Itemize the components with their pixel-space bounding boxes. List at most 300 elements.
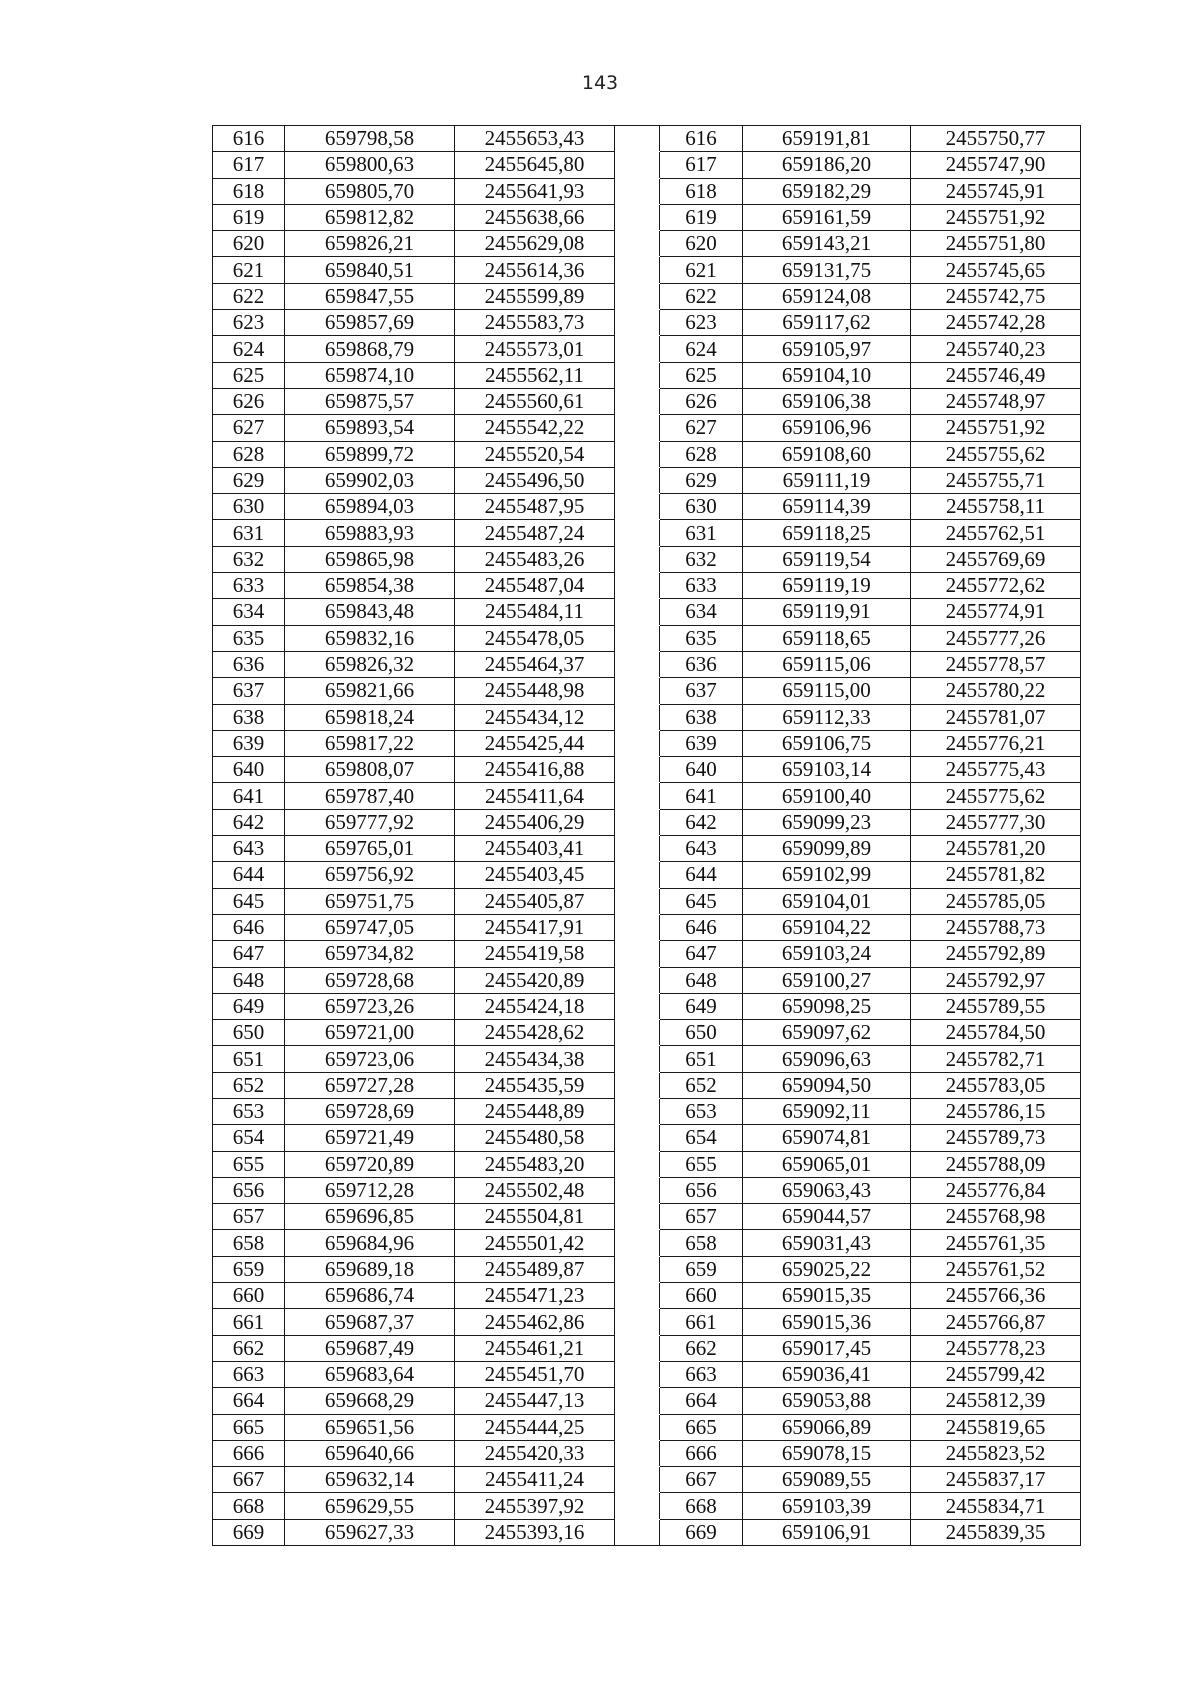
point-number-right: 623 — [660, 310, 743, 336]
column-gap — [615, 1204, 660, 1230]
table-row — [213, 1283, 1081, 1309]
column-gap — [615, 126, 660, 152]
x-coordinate-left: 659798,58 — [285, 126, 455, 152]
point-number-right: 621 — [660, 257, 743, 283]
y-coordinate-right: 2455780,22 — [911, 678, 1081, 704]
point-number-right: 628 — [660, 441, 743, 467]
x-coordinate-right: 659036,41 — [743, 1361, 911, 1387]
x-coordinate-left: 659734,82 — [285, 941, 455, 967]
column-gap — [615, 599, 660, 625]
x-coordinate-left: 659728,68 — [285, 967, 455, 993]
y-coordinate-left: 2455502,48 — [455, 1177, 615, 1203]
column-gap — [615, 257, 660, 283]
y-coordinate-right: 2455740,23 — [911, 336, 1081, 362]
point-number-left: 631 — [213, 520, 285, 546]
y-coordinate-right: 2455746,49 — [911, 362, 1081, 388]
point-number-right: 669 — [660, 1519, 743, 1545]
point-number-left: 641 — [213, 783, 285, 809]
column-gap — [615, 1098, 660, 1124]
x-coordinate-left: 659721,49 — [285, 1125, 455, 1151]
point-number-left: 634 — [213, 599, 285, 625]
y-coordinate-right: 2455786,15 — [911, 1098, 1081, 1124]
x-coordinate-right: 659104,10 — [743, 362, 911, 388]
x-coordinate-right: 659096,63 — [743, 1046, 911, 1072]
point-number-left: 656 — [213, 1177, 285, 1203]
column-gap — [615, 362, 660, 388]
x-coordinate-right: 659115,00 — [743, 678, 911, 704]
y-coordinate-right: 2455777,30 — [911, 809, 1081, 835]
y-coordinate-right: 2455742,75 — [911, 283, 1081, 309]
point-number-right: 644 — [660, 862, 743, 888]
y-coordinate-left: 2455496,50 — [455, 467, 615, 493]
y-coordinate-left: 2455464,37 — [455, 651, 615, 677]
y-coordinate-right: 2455761,52 — [911, 1256, 1081, 1282]
point-number-left: 668 — [213, 1493, 285, 1519]
table-row — [213, 783, 1081, 809]
y-coordinate-right: 2455775,62 — [911, 783, 1081, 809]
table-row — [213, 1256, 1081, 1282]
x-coordinate-left: 659712,28 — [285, 1177, 455, 1203]
y-coordinate-left: 2455653,43 — [455, 126, 615, 152]
column-gap — [615, 836, 660, 862]
x-coordinate-right: 659111,19 — [743, 467, 911, 493]
x-coordinate-left: 659721,00 — [285, 1020, 455, 1046]
x-coordinate-left: 659640,66 — [285, 1440, 455, 1466]
x-coordinate-left: 659687,37 — [285, 1309, 455, 1335]
x-coordinate-left: 659840,51 — [285, 257, 455, 283]
x-coordinate-right: 659124,08 — [743, 283, 911, 309]
x-coordinate-right: 659098,25 — [743, 993, 911, 1019]
point-number-left: 635 — [213, 625, 285, 651]
table-row — [213, 573, 1081, 599]
point-number-right: 663 — [660, 1361, 743, 1387]
y-coordinate-right: 2455785,05 — [911, 888, 1081, 914]
y-coordinate-left: 2455411,64 — [455, 783, 615, 809]
x-coordinate-right: 659103,24 — [743, 941, 911, 967]
table-row — [213, 388, 1081, 414]
column-gap — [615, 1440, 660, 1466]
y-coordinate-right: 2455748,97 — [911, 388, 1081, 414]
table-row — [213, 310, 1081, 336]
point-number-left: 647 — [213, 941, 285, 967]
point-number-left: 645 — [213, 888, 285, 914]
table-row — [213, 1230, 1081, 1256]
y-coordinate-right: 2455747,90 — [911, 152, 1081, 178]
y-coordinate-left: 2455406,29 — [455, 809, 615, 835]
point-number-left: 660 — [213, 1283, 285, 1309]
column-gap — [615, 1493, 660, 1519]
point-number-left: 623 — [213, 310, 285, 336]
point-number-left: 630 — [213, 494, 285, 520]
table-row — [213, 888, 1081, 914]
y-coordinate-left: 2455448,98 — [455, 678, 615, 704]
x-coordinate-right: 659108,60 — [743, 441, 911, 467]
y-coordinate-right: 2455745,65 — [911, 257, 1081, 283]
point-number-left: 621 — [213, 257, 285, 283]
y-coordinate-left: 2455444,25 — [455, 1414, 615, 1440]
column-gap — [615, 704, 660, 730]
column-gap — [615, 1020, 660, 1046]
y-coordinate-left: 2455425,44 — [455, 730, 615, 756]
x-coordinate-left: 659800,63 — [285, 152, 455, 178]
x-coordinate-left: 659899,72 — [285, 441, 455, 467]
table-row — [213, 914, 1081, 940]
x-coordinate-left: 659756,92 — [285, 862, 455, 888]
point-number-right: 649 — [660, 993, 743, 1019]
point-number-right: 638 — [660, 704, 743, 730]
table-row — [213, 231, 1081, 257]
x-coordinate-right: 659186,20 — [743, 152, 911, 178]
point-number-left: 650 — [213, 1020, 285, 1046]
x-coordinate-right: 659044,57 — [743, 1204, 911, 1230]
y-coordinate-right: 2455783,05 — [911, 1072, 1081, 1098]
x-coordinate-right: 659065,01 — [743, 1151, 911, 1177]
point-number-right: 625 — [660, 362, 743, 388]
y-coordinate-left: 2455573,01 — [455, 336, 615, 362]
y-coordinate-right: 2455751,92 — [911, 415, 1081, 441]
y-coordinate-left: 2455447,13 — [455, 1388, 615, 1414]
point-number-left: 646 — [213, 914, 285, 940]
y-coordinate-right: 2455781,07 — [911, 704, 1081, 730]
x-coordinate-right: 659105,97 — [743, 336, 911, 362]
table-row — [213, 1046, 1081, 1072]
point-number-left: 633 — [213, 573, 285, 599]
column-gap — [615, 993, 660, 1019]
column-gap — [615, 231, 660, 257]
point-number-right: 667 — [660, 1467, 743, 1493]
x-coordinate-left: 659689,18 — [285, 1256, 455, 1282]
table-row — [213, 993, 1081, 1019]
table-row — [213, 967, 1081, 993]
point-number-left: 665 — [213, 1414, 285, 1440]
column-gap — [615, 1230, 660, 1256]
x-coordinate-right: 659112,33 — [743, 704, 911, 730]
y-coordinate-right: 2455758,11 — [911, 494, 1081, 520]
column-gap — [615, 1335, 660, 1361]
y-coordinate-left: 2455484,11 — [455, 599, 615, 625]
y-coordinate-right: 2455772,62 — [911, 573, 1081, 599]
point-number-right: 658 — [660, 1230, 743, 1256]
y-coordinate-left: 2455629,08 — [455, 231, 615, 257]
point-number-right: 651 — [660, 1046, 743, 1072]
x-coordinate-left: 659875,57 — [285, 388, 455, 414]
point-number-right: 650 — [660, 1020, 743, 1046]
y-coordinate-right: 2455755,62 — [911, 441, 1081, 467]
y-coordinate-right: 2455745,91 — [911, 178, 1081, 204]
point-number-right: 617 — [660, 152, 743, 178]
point-number-right: 641 — [660, 783, 743, 809]
table-row — [213, 1072, 1081, 1098]
y-coordinate-right: 2455788,09 — [911, 1151, 1081, 1177]
y-coordinate-left: 2455487,24 — [455, 520, 615, 546]
point-number-left: 659 — [213, 1256, 285, 1282]
y-coordinate-left: 2455461,21 — [455, 1335, 615, 1361]
y-coordinate-right: 2455834,71 — [911, 1493, 1081, 1519]
point-number-left: 638 — [213, 704, 285, 730]
x-coordinate-right: 659119,19 — [743, 573, 911, 599]
table-row — [213, 1177, 1081, 1203]
x-coordinate-right: 659094,50 — [743, 1072, 911, 1098]
point-number-left: 619 — [213, 204, 285, 230]
y-coordinate-right: 2455750,77 — [911, 126, 1081, 152]
table-row — [213, 1519, 1081, 1545]
y-coordinate-right: 2455766,87 — [911, 1309, 1081, 1335]
table-row — [213, 178, 1081, 204]
x-coordinate-right: 659114,39 — [743, 494, 911, 520]
x-coordinate-left: 659854,38 — [285, 573, 455, 599]
x-coordinate-left: 659893,54 — [285, 415, 455, 441]
y-coordinate-left: 2455480,58 — [455, 1125, 615, 1151]
y-coordinate-left: 2455451,70 — [455, 1361, 615, 1387]
point-number-right: 647 — [660, 941, 743, 967]
table-row — [213, 546, 1081, 572]
y-coordinate-left: 2455487,04 — [455, 573, 615, 599]
x-coordinate-left: 659765,01 — [285, 836, 455, 862]
table-row — [213, 1204, 1081, 1230]
point-number-right: 654 — [660, 1125, 743, 1151]
y-coordinate-left: 2455420,89 — [455, 967, 615, 993]
y-coordinate-right: 2455778,57 — [911, 651, 1081, 677]
x-coordinate-left: 659902,03 — [285, 467, 455, 493]
point-number-right: 652 — [660, 1072, 743, 1098]
table-row — [213, 625, 1081, 651]
y-coordinate-left: 2455397,92 — [455, 1493, 615, 1519]
x-coordinate-left: 659818,24 — [285, 704, 455, 730]
x-coordinate-right: 659031,43 — [743, 1230, 911, 1256]
point-number-left: 627 — [213, 415, 285, 441]
x-coordinate-left: 659805,70 — [285, 178, 455, 204]
x-coordinate-left: 659629,55 — [285, 1493, 455, 1519]
point-number-left: 637 — [213, 678, 285, 704]
x-coordinate-right: 659118,65 — [743, 625, 911, 651]
table-row — [213, 1335, 1081, 1361]
point-number-left: 666 — [213, 1440, 285, 1466]
point-number-left: 669 — [213, 1519, 285, 1545]
y-coordinate-left: 2455583,73 — [455, 310, 615, 336]
y-coordinate-right: 2455823,52 — [911, 1440, 1081, 1466]
column-gap — [615, 415, 660, 441]
y-coordinate-left: 2455448,89 — [455, 1098, 615, 1124]
y-coordinate-left: 2455428,62 — [455, 1020, 615, 1046]
x-coordinate-right: 659115,06 — [743, 651, 911, 677]
column-gap — [615, 888, 660, 914]
x-coordinate-right: 659117,62 — [743, 310, 911, 336]
table-row — [213, 520, 1081, 546]
x-coordinate-left: 659686,74 — [285, 1283, 455, 1309]
point-number-left: 654 — [213, 1125, 285, 1151]
y-coordinate-right: 2455768,98 — [911, 1204, 1081, 1230]
table-row — [213, 730, 1081, 756]
x-coordinate-left: 659808,07 — [285, 757, 455, 783]
point-number-left: 629 — [213, 467, 285, 493]
column-gap — [615, 1519, 660, 1545]
x-coordinate-left: 659865,98 — [285, 546, 455, 572]
y-coordinate-left: 2455483,26 — [455, 546, 615, 572]
point-number-left: 644 — [213, 862, 285, 888]
x-coordinate-left: 659874,10 — [285, 362, 455, 388]
table-row — [213, 362, 1081, 388]
point-number-left: 625 — [213, 362, 285, 388]
point-number-right: 643 — [660, 836, 743, 862]
point-number-right: 633 — [660, 573, 743, 599]
point-number-left: 640 — [213, 757, 285, 783]
table-row — [213, 1361, 1081, 1387]
column-gap — [615, 1177, 660, 1203]
y-coordinate-left: 2455405,87 — [455, 888, 615, 914]
column-gap — [615, 914, 660, 940]
x-coordinate-left: 659651,56 — [285, 1414, 455, 1440]
x-coordinate-right: 659161,59 — [743, 204, 911, 230]
y-coordinate-right: 2455819,65 — [911, 1414, 1081, 1440]
x-coordinate-right: 659015,36 — [743, 1309, 911, 1335]
column-gap — [615, 388, 660, 414]
column-gap — [615, 1467, 660, 1493]
column-gap — [615, 152, 660, 178]
y-coordinate-right: 2455781,20 — [911, 836, 1081, 862]
y-coordinate-left: 2455403,45 — [455, 862, 615, 888]
table-row — [213, 415, 1081, 441]
point-number-left: 648 — [213, 967, 285, 993]
point-number-right: 639 — [660, 730, 743, 756]
column-gap — [615, 204, 660, 230]
point-number-right: 645 — [660, 888, 743, 914]
x-coordinate-left: 659777,92 — [285, 809, 455, 835]
y-coordinate-left: 2455641,93 — [455, 178, 615, 204]
coordinates-table-body — [213, 126, 1081, 1546]
point-number-left: 652 — [213, 1072, 285, 1098]
point-number-left: 661 — [213, 1309, 285, 1335]
table-row — [213, 494, 1081, 520]
x-coordinate-right: 659103,14 — [743, 757, 911, 783]
x-coordinate-left: 659832,16 — [285, 625, 455, 651]
y-coordinate-right: 2455784,50 — [911, 1020, 1081, 1046]
x-coordinate-right: 659053,88 — [743, 1388, 911, 1414]
column-gap — [615, 178, 660, 204]
y-coordinate-left: 2455393,16 — [455, 1519, 615, 1545]
point-number-right: 626 — [660, 388, 743, 414]
table-row — [213, 1020, 1081, 1046]
column-gap — [615, 1125, 660, 1151]
y-coordinate-right: 2455755,71 — [911, 467, 1081, 493]
y-coordinate-left: 2455599,89 — [455, 283, 615, 309]
point-number-right: 635 — [660, 625, 743, 651]
table-row — [213, 1414, 1081, 1440]
y-coordinate-left: 2455542,22 — [455, 415, 615, 441]
table-row — [213, 283, 1081, 309]
point-number-right: 630 — [660, 494, 743, 520]
table-row — [213, 757, 1081, 783]
y-coordinate-left: 2455478,05 — [455, 625, 615, 651]
x-coordinate-right: 659104,01 — [743, 888, 911, 914]
column-gap — [615, 1072, 660, 1098]
x-coordinate-left: 659727,28 — [285, 1072, 455, 1098]
x-coordinate-right: 659103,39 — [743, 1493, 911, 1519]
x-coordinate-right: 659092,11 — [743, 1098, 911, 1124]
y-coordinate-left: 2455501,42 — [455, 1230, 615, 1256]
x-coordinate-left: 659894,03 — [285, 494, 455, 520]
point-number-left: 622 — [213, 283, 285, 309]
column-gap — [615, 1283, 660, 1309]
x-coordinate-left: 659696,85 — [285, 1204, 455, 1230]
y-coordinate-left: 2455614,36 — [455, 257, 615, 283]
point-number-right: 666 — [660, 1440, 743, 1466]
y-coordinate-right: 2455751,80 — [911, 231, 1081, 257]
x-coordinate-left: 659821,66 — [285, 678, 455, 704]
column-gap — [615, 757, 660, 783]
x-coordinate-right: 659191,81 — [743, 126, 911, 152]
point-number-left: 649 — [213, 993, 285, 1019]
point-number-right: 659 — [660, 1256, 743, 1282]
point-number-right: 640 — [660, 757, 743, 783]
table-row — [213, 441, 1081, 467]
point-number-left: 643 — [213, 836, 285, 862]
y-coordinate-left: 2455487,95 — [455, 494, 615, 520]
x-coordinate-right: 659100,40 — [743, 783, 911, 809]
x-coordinate-left: 659787,40 — [285, 783, 455, 809]
table-row — [213, 941, 1081, 967]
column-gap — [615, 546, 660, 572]
x-coordinate-left: 659826,21 — [285, 231, 455, 257]
x-coordinate-right: 659097,62 — [743, 1020, 911, 1046]
column-gap — [615, 336, 660, 362]
point-number-right: 668 — [660, 1493, 743, 1519]
point-number-left: 664 — [213, 1388, 285, 1414]
column-gap — [615, 941, 660, 967]
x-coordinate-right: 659089,55 — [743, 1467, 911, 1493]
column-gap — [615, 494, 660, 520]
x-coordinate-right: 659015,35 — [743, 1283, 911, 1309]
column-gap — [615, 783, 660, 809]
x-coordinate-left: 659728,69 — [285, 1098, 455, 1124]
table-row — [213, 126, 1081, 152]
y-coordinate-right: 2455774,91 — [911, 599, 1081, 625]
point-number-right: 618 — [660, 178, 743, 204]
column-gap — [615, 862, 660, 888]
x-coordinate-right: 659074,81 — [743, 1125, 911, 1151]
table-row — [213, 204, 1081, 230]
y-coordinate-left: 2455489,87 — [455, 1256, 615, 1282]
y-coordinate-right: 2455839,35 — [911, 1519, 1081, 1545]
y-coordinate-left: 2455471,23 — [455, 1283, 615, 1309]
point-number-right: 653 — [660, 1098, 743, 1124]
point-number-right: 636 — [660, 651, 743, 677]
point-number-right: 616 — [660, 126, 743, 152]
point-number-left: 628 — [213, 441, 285, 467]
column-gap — [615, 678, 660, 704]
x-coordinate-right: 659099,89 — [743, 836, 911, 862]
point-number-left: 618 — [213, 178, 285, 204]
x-coordinate-right: 659106,38 — [743, 388, 911, 414]
x-coordinate-right: 659066,89 — [743, 1414, 911, 1440]
table-row — [213, 1493, 1081, 1519]
y-coordinate-left: 2455419,58 — [455, 941, 615, 967]
table-row — [213, 336, 1081, 362]
point-number-right: 622 — [660, 283, 743, 309]
point-number-right: 631 — [660, 520, 743, 546]
x-coordinate-right: 659182,29 — [743, 178, 911, 204]
y-coordinate-left: 2455434,38 — [455, 1046, 615, 1072]
table-row — [213, 257, 1081, 283]
y-coordinate-right: 2455799,42 — [911, 1361, 1081, 1387]
y-coordinate-right: 2455782,71 — [911, 1046, 1081, 1072]
y-coordinate-left: 2455416,88 — [455, 757, 615, 783]
point-number-right: 627 — [660, 415, 743, 441]
table-row — [213, 678, 1081, 704]
y-coordinate-left: 2455403,41 — [455, 836, 615, 862]
y-coordinate-right: 2455762,51 — [911, 520, 1081, 546]
x-coordinate-left: 659720,89 — [285, 1151, 455, 1177]
y-coordinate-right: 2455778,23 — [911, 1335, 1081, 1361]
